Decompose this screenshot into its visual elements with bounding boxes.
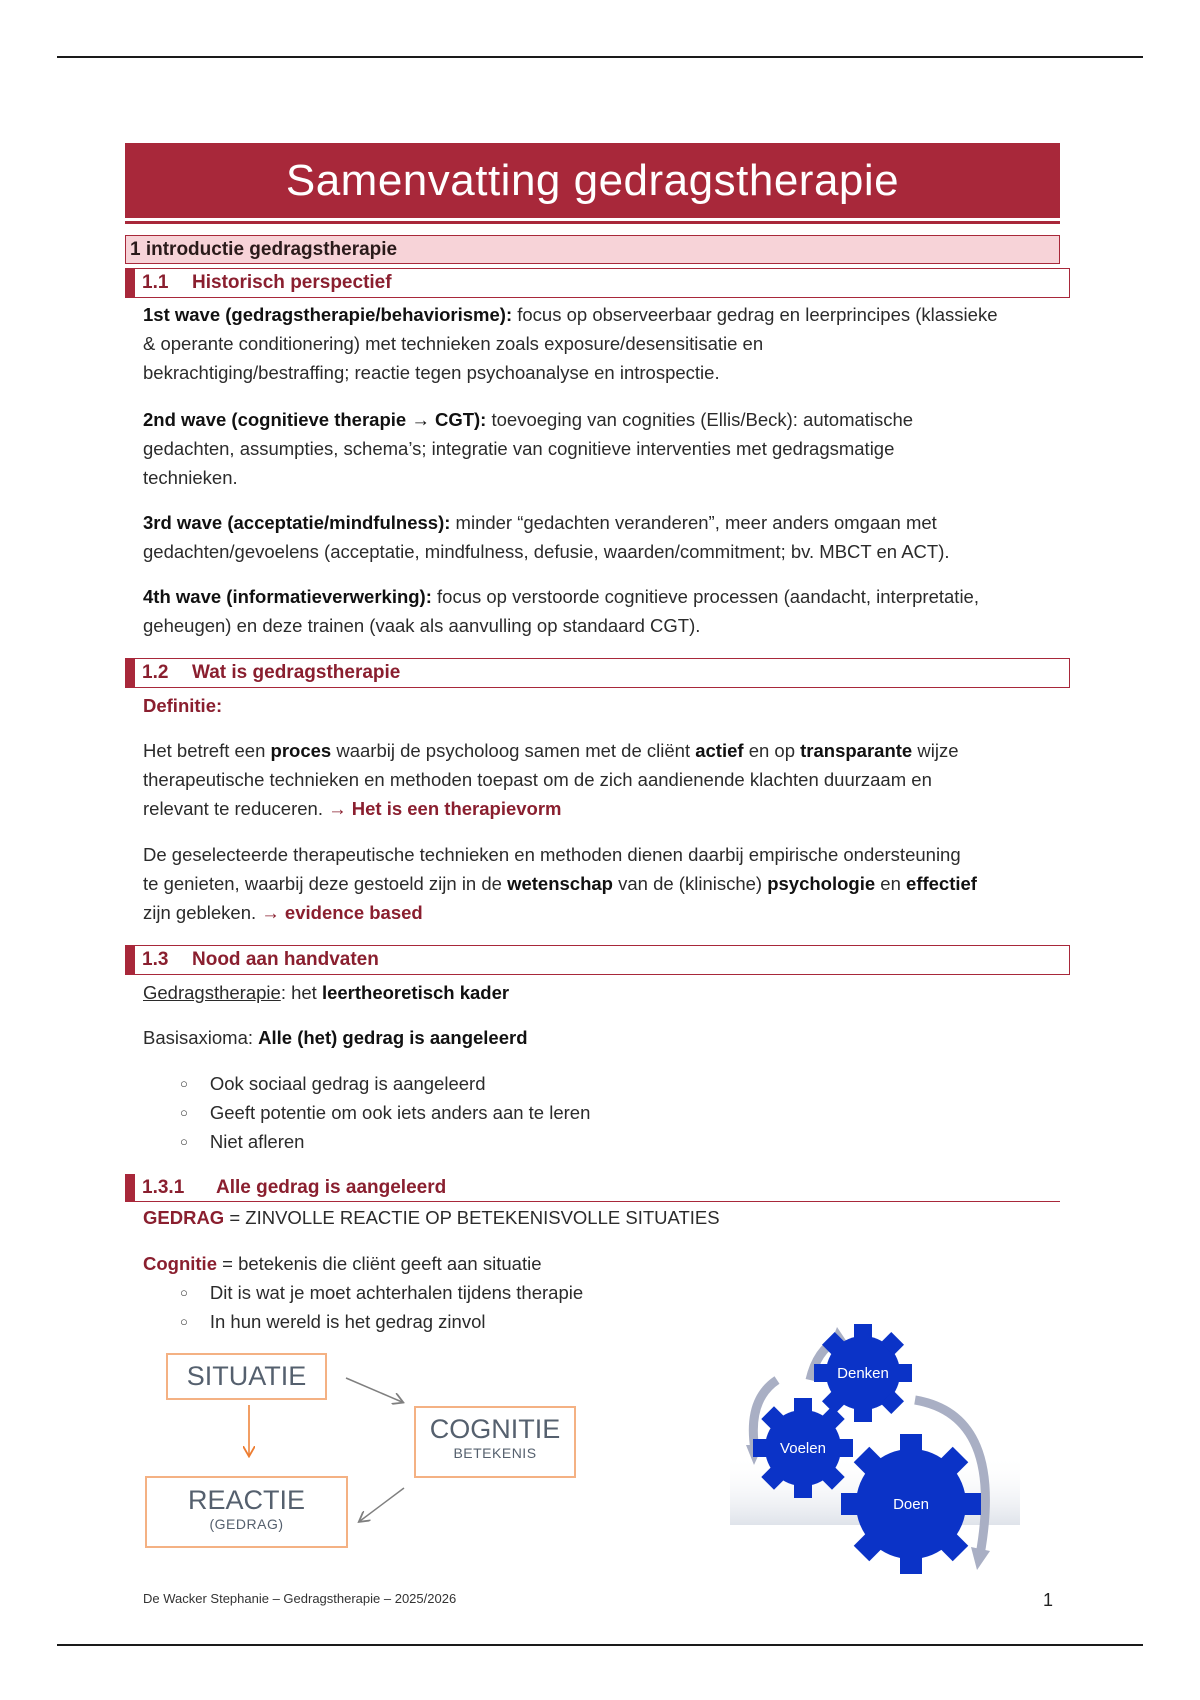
arrowhead-icon — [971, 1547, 990, 1570]
list-item: ○ In hun wereld is het gedrag zinvol — [180, 1307, 583, 1336]
situatie-box: SITUATIE — [166, 1353, 327, 1400]
wave-1-paragraph: 1st wave (gedragstherapie/behaviorisme): focus op observeerbaar gedrag en leerprincipes (klassieke & operante conditionering) met technieken zoals exposure/desensitisatie en bekrachtiging/bestraffing; reactie tegen psychoanalyse en introspectie. — [143, 304, 998, 383]
gear-label-doen: Doen — [893, 1496, 929, 1513]
cognitie-definition: Cognitie = betekenis die cliënt geeft aan situatie — [143, 1253, 542, 1274]
definitie-label: Definitie: — [143, 695, 223, 716]
list-item: ○ Ook sociaal gedrag is aangeleerd — [180, 1069, 590, 1098]
therapievorm-callout: → Het is een therapievorm — [328, 798, 562, 819]
cognitie-box: COGNITIE BETEKENIS — [414, 1406, 576, 1478]
heading-title: Wat is gedragstherapie — [192, 662, 401, 683]
leertheoretisch-line: Gedragstherapie: het leertheoretisch kader — [143, 982, 510, 1003]
wave-4-paragraph: 4th wave (informatieverwerking): focus op verstoorde cognitieve processen (aandacht, interpretatie, geheugen) en deze trainen (vaak als aanvulling op standaard CGT). — [143, 586, 979, 636]
list-item: ○ Dit is wat je moet achterhalen tijdens therapie — [180, 1278, 583, 1307]
basisaxioma-line: Basisaxioma: Alle (het) gedrag is aangeleerd — [143, 1027, 528, 1048]
heading-number: 1.3 — [142, 949, 169, 970]
definition-paragraph: Het betreft een proces waarbij de psycholoog samen met de cliënt actief en op transparante wijze therapeutische technieken en methoden toepast om de zich aandienende klachten duurzaam en relevant te reduceren. → Het is een therapievorm — [143, 740, 959, 819]
wave-3-paragraph: 3rd wave (acceptatie/mindfulness): minder “gedachten veranderen”, meer anders omgaan met gedachten/gevoelens (acceptatie, mindfulness, defusie, waarden/commitment; bv. MBCT en ACT). — [143, 512, 950, 562]
heading-1-introductie: 1 introductie gedragstherapie — [125, 235, 1060, 264]
heading-title: Historisch perspectief — [192, 272, 392, 293]
heading-title: Nood aan handvaten — [192, 949, 379, 970]
page-number: 1 — [1043, 1590, 1054, 1610]
heading-title: Alle gedrag is aangeleerd — [216, 1177, 447, 1198]
heading-number: 1.3.1 — [142, 1177, 185, 1198]
gear-label-voelen: Voelen — [780, 1440, 826, 1457]
heading-number: 1.2 — [142, 662, 169, 683]
gears-graphic — [725, 1315, 1025, 1585]
list-item: ○ Geeft potentie om ook iets anders aan te leren — [180, 1098, 590, 1127]
gear-label-denken: Denken — [837, 1365, 889, 1382]
arrow-cognitie-to-reactie — [360, 1488, 404, 1521]
bottom-rule — [57, 1644, 1143, 1646]
evidence-paragraph: De geselecteerde therapeutische technieken en methoden dienen daarbij empirische ondersteuning te genieten, waarbij deze gestoeld zijn in de wetenschap van de (klinische) psychologie en effectief zijn gebleken. → evidence based — [143, 844, 977, 923]
wave-2-paragraph: 2nd wave (cognitieve therapie → CGT): toevoeging van cognities (Ellis/Beck): automatische gedachten, assumpties, schema’s; integratie van cognitieve interventies met gedragsmatige technieken. — [143, 409, 914, 488]
evidence-based-callout: → evidence based — [261, 902, 423, 923]
document-title: Samenvatting gedragstherapie — [125, 143, 1060, 218]
heading-number: 1.1 — [142, 272, 169, 293]
reactie-box: REACTIE (GEDRAG) — [145, 1476, 348, 1548]
gedrag-definition: GEDRAG = ZINVOLLE REACTIE OP BETEKENISVOLLE SITUATIES — [143, 1207, 720, 1228]
page-footer: De Wacker Stephanie – Gedragstherapie – 2025/2026 — [143, 1591, 457, 1606]
list-item: ○ Niet afleren — [180, 1127, 590, 1156]
arrow-situatie-to-cognitie — [346, 1378, 402, 1402]
